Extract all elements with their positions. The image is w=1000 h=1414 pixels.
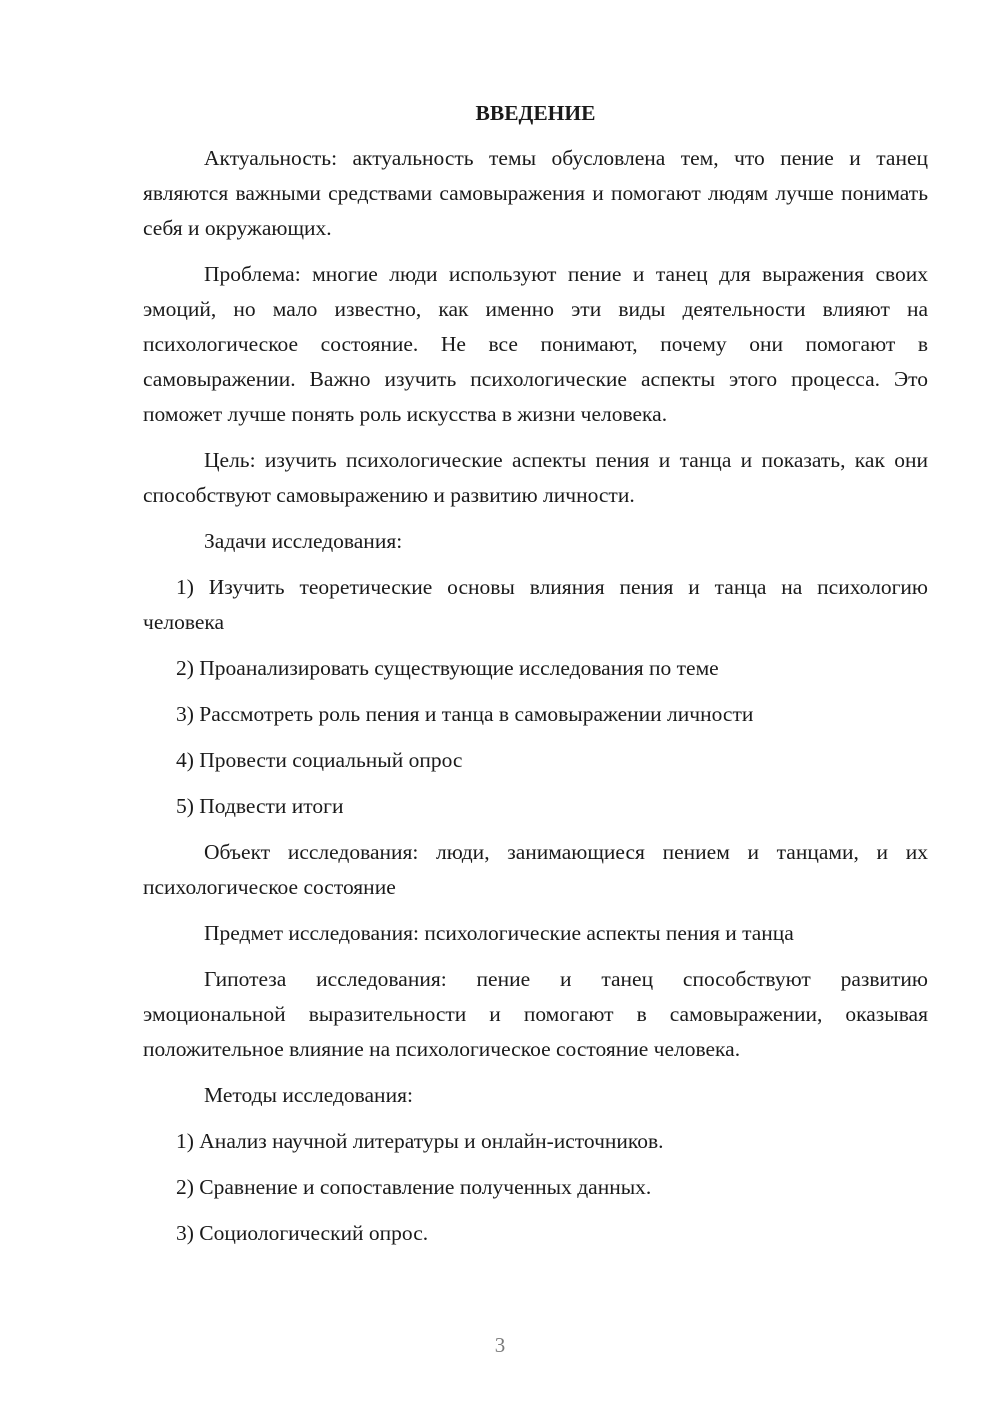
page-number: 3 <box>494 1333 506 1357</box>
task-item: 1) Изучить теоретические основы влияния пения и танца на психологию человека <box>143 575 928 634</box>
task-item: 2) Проанализировать существующие исследования по теме <box>176 656 719 680</box>
subject-paragraph: Предмет исследования: психологические аспекты пения и танца <box>204 921 794 945</box>
goal-paragraph: Цель: изучить психологические аспекты пения и танца и показать, как они способствуют самовыражению и развитию личности. <box>143 448 928 507</box>
document-page <box>143 96 928 1262</box>
task-item: 3) Рассмотреть роль пения и танца в самовыражении личности <box>176 702 754 726</box>
method-item: 2) Сравнение и сопоставление полученных данных. <box>176 1175 652 1199</box>
method-item: 3) Социологический опрос. <box>176 1221 429 1245</box>
object-paragraph: Объект исследования: люди, занимающиеся пением и танцами, и их психологическое состояние <box>143 840 928 899</box>
method-item: 1) Анализ научной литературы и онлайн-источников. <box>176 1129 664 1153</box>
tasks-heading: Задачи исследования: <box>204 529 403 553</box>
hypothesis-paragraph: Гипотеза исследования: пение и танец способствуют развитию эмоциональной выразительности и помогают в самовыражении, оказывая положительное влияние на психологическое состояние человека. <box>143 967 928 1061</box>
relevance-paragraph: Актуальность: актуальность темы обусловлена тем, что пение и танец являются важными средствами самовыражения и помогают людям лучше понимать себя и окружающих. <box>143 146 928 240</box>
task-item: 5) Подвести итоги <box>176 794 344 818</box>
problem-paragraph: Проблема: многие люди используют пение и танец для выражения своих эмоций, но мало известно, как именно эти виды деятельности влияют на психологическое состояние. Не все понимают, почему они помогают в самовыражении. Важно изучить психологические аспекты этого процесса. Это поможет лучше понять роль искусства в жизни человека. <box>143 262 928 426</box>
methods-heading: Методы исследования: <box>204 1083 413 1107</box>
task-item: 4) Провести социальный опрос <box>176 748 463 772</box>
page-title: ВВЕДЕНИЕ <box>475 101 596 125</box>
